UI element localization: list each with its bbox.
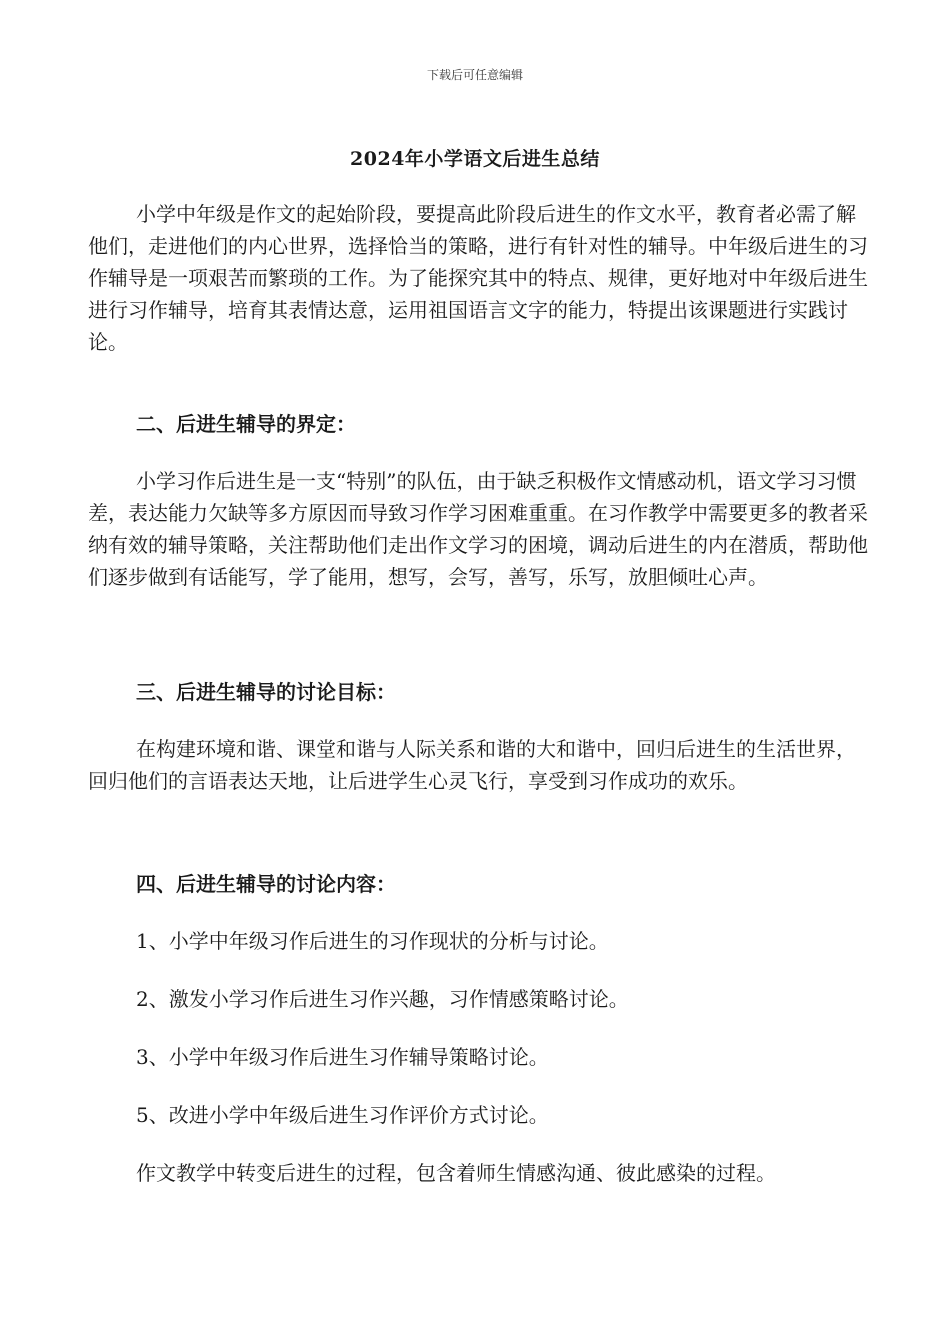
list-item: 3、小学中年级习作后进生习作辅导策略讨论。 (136, 1045, 549, 1069)
list-item: 2、激发小学习作后进生习作兴趣，习作情感策略讨论。 (136, 987, 629, 1011)
document-title: 2024年小学语文后进生总结 (350, 148, 600, 170)
intro-paragraph: 小学中年级是作文的起始阶段，要提高此阶段后进生的作文水平，教育者必需了解他们，走进他们的内心世界，选择恰当的策略，进行有针对性的辅导。中年级后进生的习作辅导是一项艰苦而繁琐的工作。为了能探究其中的特点、规律，更好地对中年级后进生进行习作辅导，培育其表情达意，运用祖国语言文字的能力，特提出该课题进行实践讨论。 (88, 202, 868, 354)
list-item: 5、改进小学中年级后进生习作评价方式讨论。 (136, 1103, 549, 1127)
section-3-heading: 三、后进生辅导的讨论目标： (136, 680, 396, 704)
list-item: 1、小学中年级习作后进生的习作现状的分析与讨论。 (136, 929, 609, 953)
section-2-heading: 二、后进生辅导的界定： (136, 412, 356, 436)
page-header-note: 下载后可任意编辑 (426, 68, 523, 82)
section-3-body: 在构建环境和谐、课堂和谐与人际关系和谐的大和谐中，回归后进生的生活世界，回归他们的言语表达天地，让后进学生心灵飞行，享受到习作成功的欢乐。 (88, 737, 856, 793)
section-2-body: 小学习作后进生是一支“特别”的队伍，由于缺乏积极作文情感动机，语文学习习惯差，表达能力欠缺等多方原因而导致习作学习困难重重。在习作教学中需要更多的教者采纳有效的辅导策略，关注帮助他们走出作文学习的困境，调动后进生的内在潜质，帮助他们逐步做到有话能写，学了能用，想写，会写，善写，乐写，放胆倾吐心声。 (88, 469, 868, 589)
closing-paragraph: 作文教学中转变后进生的过程，包含着师生情感沟通、彼此感染的过程。 (136, 1161, 776, 1185)
section-4-heading: 四、后进生辅导的讨论内容： (136, 872, 396, 896)
